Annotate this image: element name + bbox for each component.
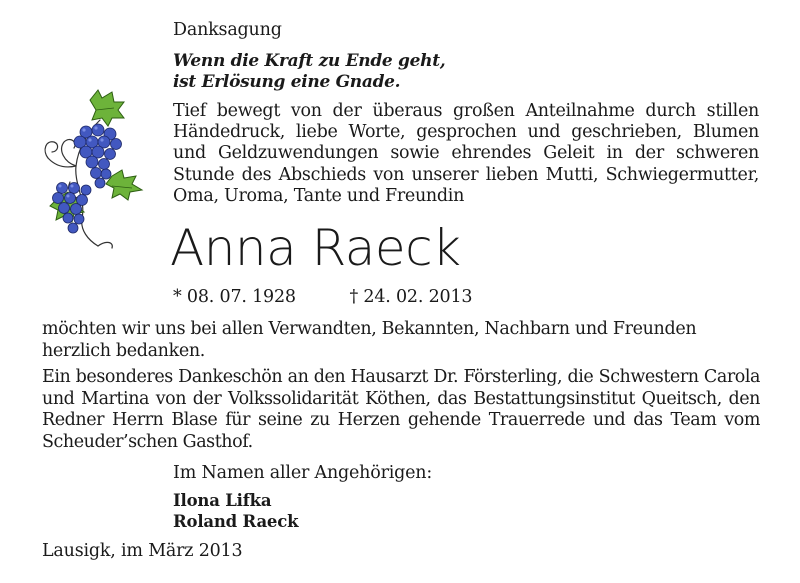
signoff: Im Namen aller Angehörigen:	[173, 463, 433, 483]
birth-date: * 08. 07. 1928	[173, 287, 296, 307]
intro-text: Tief bewegt von der überaus großen Anteilnahme durch stillen Händedruck, liebe Worte, gesprochen und geschrieben, Blumen und Geldzuwendungen sowie ehrendes Geleit in der schweren Stunde des Abschieds von unserer lieben Mutti, Schwiegermutter, Oma, Uroma, Tante und Freundin	[173, 101, 759, 206]
signers	[173, 490, 298, 532]
life-dates	[173, 287, 472, 307]
grape-vine-icon	[28, 80, 150, 250]
motto-line-2: ist Erlösung eine Gnade.	[173, 72, 401, 92]
signer-name: Roland Raeck	[173, 512, 299, 531]
heading: Danksagung	[173, 20, 282, 40]
deceased-name: Anna Raeck	[170, 219, 461, 277]
thanks-special: Ein besonderes Dankeschön an den Hausarzt Dr. Försterling, die Schwestern Carola und Martina von der Volkssolidarität Köthen, das Bestattungsinstitut Queitsch, den Redner Herrn Blase für seine zu Herzen gehende Trauerrede und das Team vom Scheuder’schen Gasthof.	[42, 367, 760, 452]
motto-line-1: Wenn die Kraft zu Ende geht,	[173, 51, 446, 71]
place-date: Lausigk, im März 2013	[42, 541, 243, 561]
death-date: † 24. 02. 2013	[349, 287, 473, 307]
motto	[173, 51, 445, 93]
thanks-general: möchten wir uns bei allen Verwandten, Bekannten, Nachbarn und Freunden herzlich bedanken.	[42, 319, 697, 361]
signer-name: Ilona Lifka	[173, 491, 272, 510]
